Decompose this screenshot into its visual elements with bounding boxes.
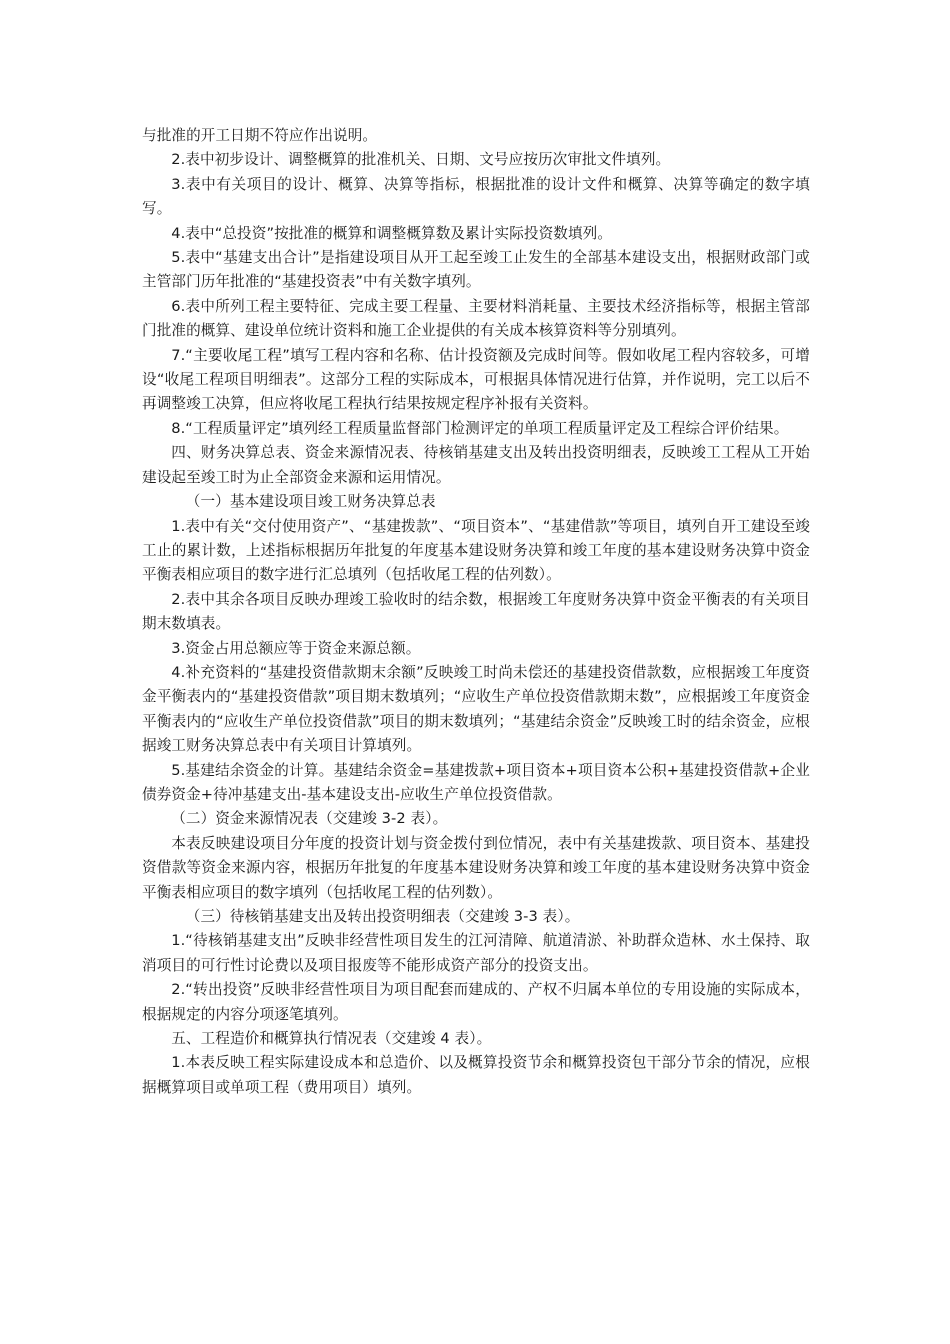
paragraph-item-7: 7.“主要收尾工程”填写工程内容和名称、估计投资额及完成时间等。假如收尾工程内容较多，可增设“收尾工程项目明细表”。这部分工程的实际成本，可根据具体情况进行估算，并作说明，完工以后不再调整竣工决算，但应将收尾工程执行结果按规定程序补报有关资料。: [142, 346, 810, 413]
paragraph-item-4: 4.表中“总投资”按批准的概算和调整概算数及累计实际投资数填列。: [171, 224, 613, 242]
paragraph-sub3-item-1: 1.“待核销基建支出”反映非经营性项目发生的江河清障、航道清淤、补助群众造林、水土保持、取消项目的可行性讨论费以及项目报废等不能形成资产部分的投资支出。: [142, 932, 810, 974]
paragraph-sub3-item-2: 2.“转出投资”反映非经营性项目为项目配套而建成的、产权不归属本单位的专用设施的实际成本，根据规定的内容分项逐笔填列。: [142, 981, 810, 1023]
section-heading-5: 五、工程造价和概算执行情况表（交建竣 4 表）。: [171, 1030, 492, 1048]
paragraph-sec5-item-1: 1.本表反映工程实际建设成本和总造价、以及概算投资节余和概算投资包干部分节余的情况，应根据概算项目或单项工程（费用项目）填列。: [142, 1054, 810, 1096]
paragraph-sub1-item-3: 3.资金占用总额应等于资金来源总额。: [171, 639, 421, 657]
paragraph-item-5: 5.表中“基建支出合计”是指建设项目从开工起至竣工止发生的全部基本建设支出，根据财政部门或主管部门历年批准的“基建投资表”中有关数字填列。: [142, 249, 810, 291]
paragraph-item-6: 6.表中所列工程主要特征、完成主要工程量、主要材料消耗量、主要技术经济指标等，根据主管部门批准的概算、建设单位统计资料和施工企业提供的有关成本核算资料等分别填列。: [142, 297, 810, 340]
subsection-heading-1: （一）基本建设项目竣工财务决算总表: [185, 493, 436, 511]
paragraph-item-3: 3.表中有关项目的设计、概算、决算等指标，根据批准的设计文件和概算、决算等确定的数字填写。: [142, 175, 810, 218]
paragraph-item-8: 8.“工程质量评定”填列经工程质量监督部门检测评定的单项工程质量评定及工程综合评价结果。: [171, 419, 789, 437]
section-heading-4: 四、财务决算总表、资金来源情况表、待核销基建支出及转出投资明细表，反映竣工工程从工开始建设起至竣工时为止全部资金来源和运用情况。: [142, 444, 810, 486]
document-body: [142, 124, 810, 1100]
subsection-heading-2: （二）资金来源情况表（交建竣 3-2 表）。: [171, 810, 448, 828]
subsection-heading-3: （三）待核销基建支出及转出投资明细表（交建竣 3-3 表）。: [185, 908, 580, 925]
paragraph-sub1-item-2: 2.表中其余各项目反映办理竣工验收时的结余数，根据竣工年度财务决算中资金平衡表的有关项目期末数填表。: [142, 590, 810, 633]
paragraph-sub1-item-5: 5.基建结余资金的计算。基建结余资金=基建拨款+项目资本+项目资本公积+基建投资借款+企业债券资金+待冲基建支出-基本建设支出-应收生产单位投资借款。: [142, 761, 810, 803]
paragraph-sub1-item-4: 4.补充资料的“基建投资借款期末余额”反映竣工时尚未偿还的基建投资借款数，应根据竣工年度资金平衡表内的“基建投资借款”项目期末数填列；“应收生产单位投资借款期末数”，应根据竣工年度资金平衡表内的“应收生产单位投资借款”项目的期末数填列；“基建结余资金”反映竣工时的结余资金，应根据竣工财务决算总表中有关项目计算填列。: [142, 663, 810, 755]
paragraph-sub2-body: 本表反映建设项目分年度的投资计划与资金拨付到位情况，表中有关基建拨款、项目资本、基建投资借款等资金来源内容，根据历年批复的年度基本建设财务决算和竣工年度的基本建设财务决算中资金平衡表相应项目的数字填列（包括收尾工程的估列数）。: [142, 834, 810, 901]
paragraph-continuation: 与批准的开工日期不符应作出说明。: [142, 127, 378, 144]
paragraph-item-2: 2.表中初步设计、调整概算的批准机关、日期、文号应按历次审批文件填列。: [171, 151, 671, 169]
paragraph-sub1-item-1: 1.表中有关“交付使用资产”、“基建拨款”、“项目资本”、“基建借款”等项目，填列自开工建设至竣工止的累计数，上述指标根据历年批复的年度基本建设财务决算和竣工年度的基本建设财务决算中资金平衡表相应项目的数字进行汇总填列（包括收尾工程的估列数）。: [142, 517, 810, 584]
